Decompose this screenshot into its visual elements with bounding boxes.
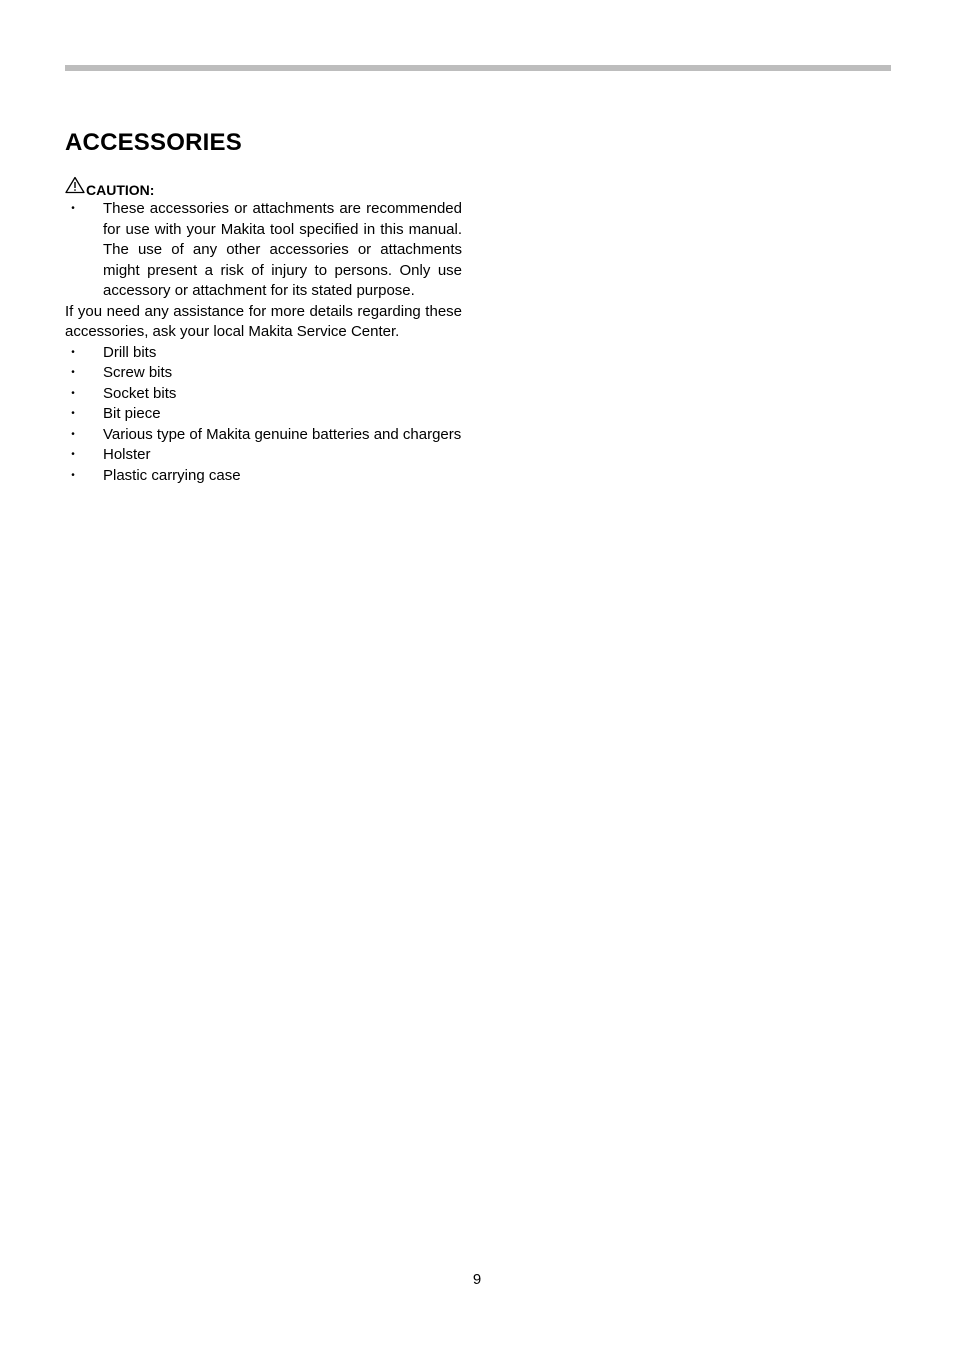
bullet: • [71,367,75,378]
caution-text: These accessories or attachments are recommended for use with your Makita tool specified in this manual. The use of any other accessories or attachments might present a risk of injury to persons. Only use accessory or attachment for its stated purpose. [103,200,462,299]
caution-list [65,199,462,302]
section-title: ACCESSORIES [65,129,242,156]
list-item [65,404,462,425]
bullet: • [71,346,75,358]
accessory-label: Holster [103,446,151,463]
caution-header [65,176,462,198]
bullet: • [71,408,75,419]
caution-label: CAUTION: [86,182,155,198]
accessory-label: Drill bits [103,343,157,361]
bullet: • [71,469,75,481]
accessory-label: Bit piece [103,405,161,422]
accessory-label: Various type of Makita genuine batteries and chargers [103,425,462,443]
bullet: • [71,387,75,399]
page-number: 9 [472,1271,482,1288]
list-item [65,445,462,466]
accessory-label: Socket bits [103,384,177,402]
bullet: • [71,203,75,214]
accessory-label: Plastic carrying case [103,466,241,484]
top-rule [65,65,891,71]
bullet: • [71,449,75,460]
list-item [65,199,462,302]
assistance-paragraph: If you need any assistance for more details regarding these accessories, ask your local Makita Service Center. [65,302,462,340]
bullet: • [71,428,75,440]
accessory-list [65,343,462,487]
accessories-section [65,126,462,486]
warning-triangle-icon [65,176,85,194]
list-item [65,466,462,487]
list-item [65,384,462,405]
list-item [65,343,462,364]
list-item [65,363,462,384]
list-item [65,425,462,446]
accessory-label: Screw bits [103,364,173,381]
